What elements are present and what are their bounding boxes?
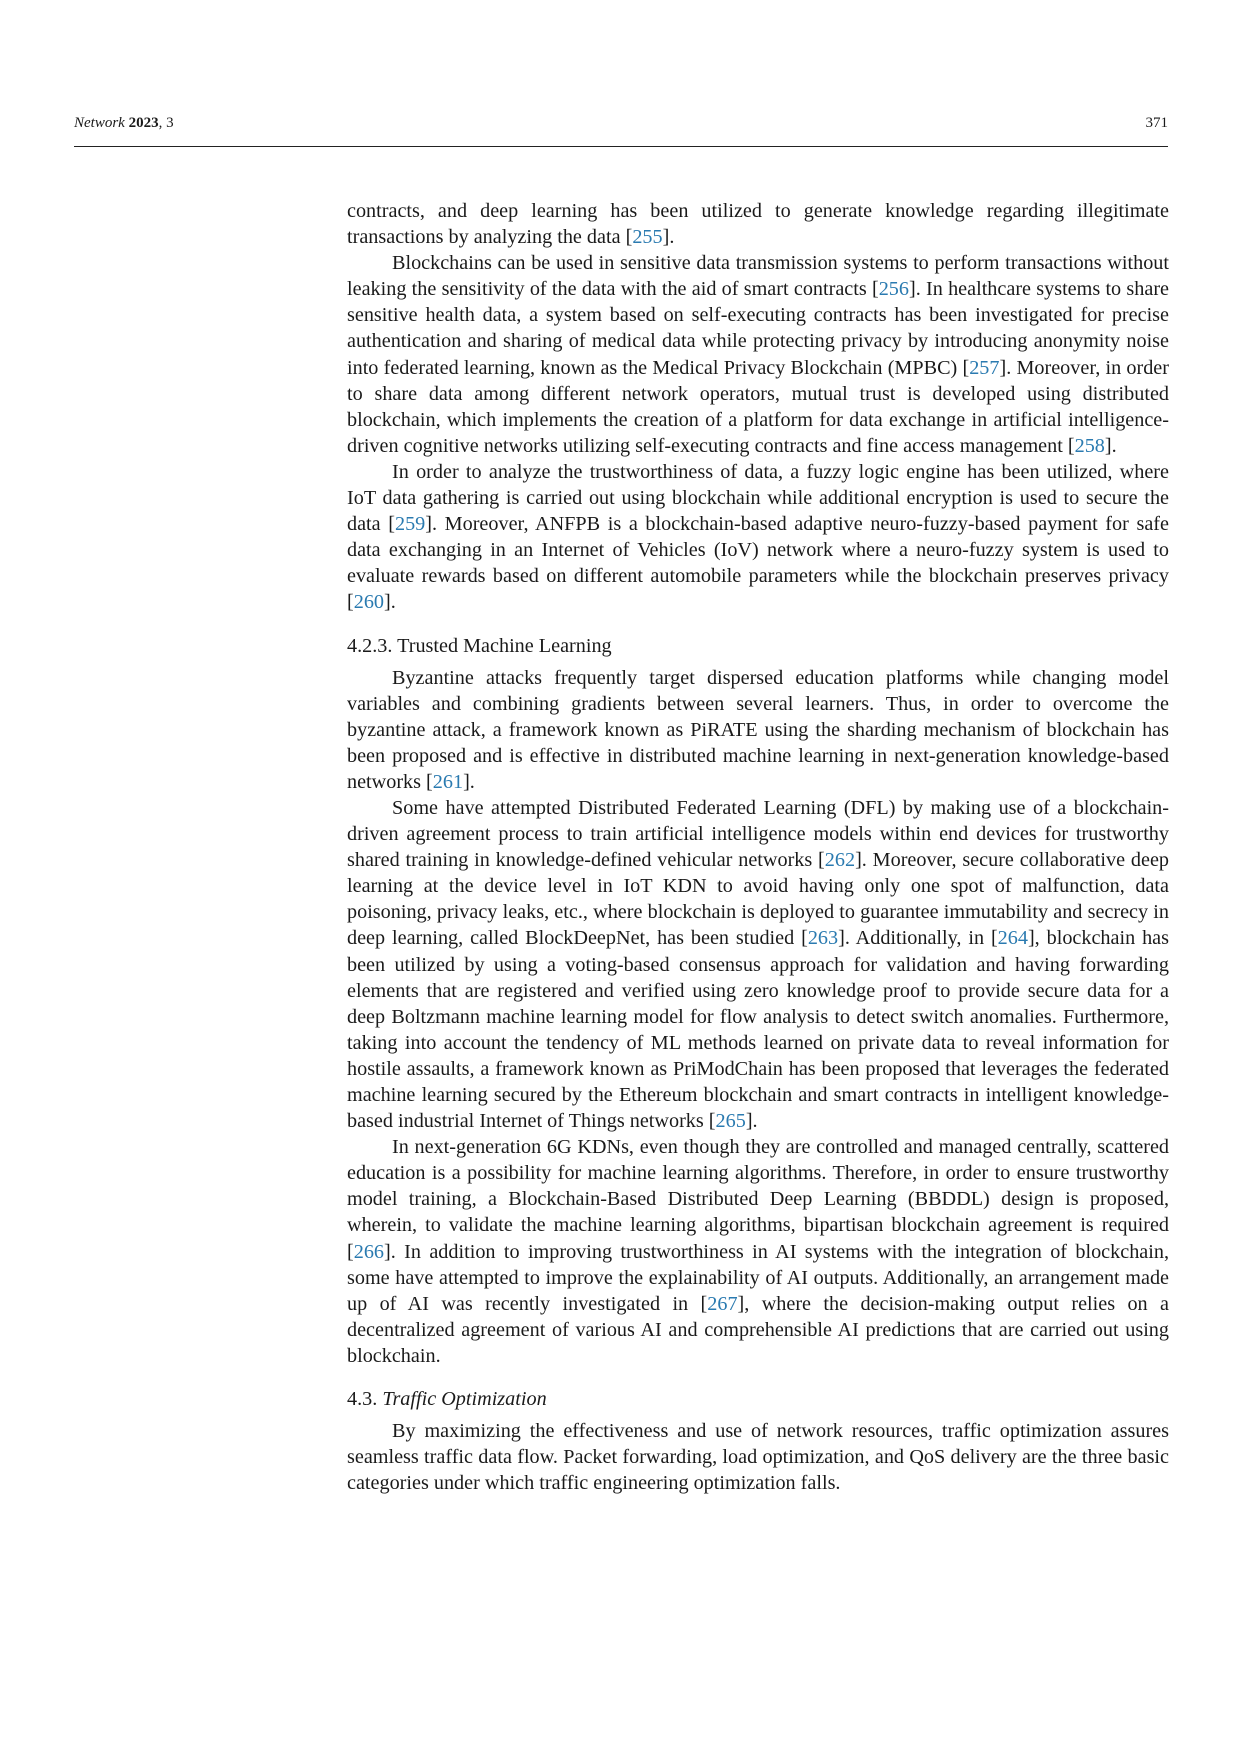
text: ]. Moreover, in order to share data among different network operators, mutual trust is developed using distributed blockchain, which implements the creation of a platform for data exchange in artificial intelligence-driven cognitive networks utilizing self-executing contracts and fine access management [ [347,356,1169,457]
text: ]. In healthcare systems to share sensitive health data, a system based on self-executing contracts has been investigated for precise authentication and sharing of medical data while protecting privacy by introducing anonymity noise into federated learning, known as the Medical Privacy Blockchain (MPBC) [ [347,278,1169,379]
text: Byzantine attacks frequently target dispersed education platforms while changing model variables and combining gradients between several learners. Thus, in order to overcome the byzantine attack, a framework known as PiRATE using the sharding mechanism of blockchain has been proposed and is effective in distributed machine learning in next-generation knowledge-based networks [ [347,666,1169,793]
citation-link[interactable]: 260 [353,591,385,614]
citation-link[interactable]: 262 [824,849,856,872]
paragraph [347,459,1169,616]
text: Some have attempted Distributed Federated Learning (DFL) by making use of a blockchain-driven agreement process to train artificial intelligence models within end devices for trustworthy shared training in knowledge-defined vehicular networks [ [347,796,1169,872]
article-body [347,198,1169,1496]
citation-link[interactable]: 255 [632,226,663,249]
citation-link[interactable]: 263 [807,927,839,950]
citation-link[interactable]: 259 [394,513,426,536]
text: ]. In addition to improving trustworthiness in AI systems with the integration of blockchain, some have attempted to improve the explainability of AI outputs. Additionally, an arrangement made up of AI was recently investigated in [ [347,1240,1169,1315]
text: In order to analyze the trustworthiness of data, a fuzzy logic engine has been utilized, where IoT data gathering is carried out using blockchain while additional encryption is used to secure the data [ [347,460,1169,536]
text: ]. Additionally, in [ [838,927,998,950]
citation-link[interactable]: 261 [432,770,464,793]
citation-link[interactable]: 257 [969,356,1000,379]
text: ]. [745,1110,758,1133]
journal-volume: , 3 [158,115,174,131]
text: In next-generation 6G KDNs, even though they are controlled and managed centrally, scattered education is a possibility for machine learning algorithms. Therefore, in order to ensure trustworthy model training, a Blockchain-Based Distributed Deep Learning (BBDDL) design is proposed, wherein, to validate the machine learning algorithms, bipartisan blockchain agreement is required [ [347,1136,1169,1263]
header-divider [74,146,1168,147]
citation-link[interactable]: 258 [1074,434,1105,457]
text: ]. Moreover, secure collaborative deep learning at the device level in IoT KDN to avoid having only one spot of malfunction, data poisoning, privacy leaks, etc., where blockchain is deployed to guarantee immutability and secrecy in deep learning, called BlockDeepNet, has been studied [ [347,849,1170,950]
paragraph [347,1418,1169,1496]
text: ]. [463,770,475,793]
journal-year: 2023 [128,115,159,131]
text: ], blockchain has been utilized by using a voting-based consensus approach for validation and having forwarding elements that are registered and verified using zero knowledge proof to provide secure data for a deep Boltzmann machine learning model for flow analysis to detect switch anomalies. Furthermore, taking into account the tendency of ML methods learned on private data to reveal information for hostile assaults, a framework known as PriModChain has been proposed that leverages the federated machine learning secured by the Ethereum blockchain and smart contracts in intelligent knowledge-based industrial Internet of Things networks [ [347,927,1169,1133]
citation-link[interactable]: 267 [707,1292,738,1315]
journal-name: Network [74,115,125,131]
subsection-heading: 4.2.3. Trusted Machine Learning [347,634,612,657]
text: By maximizing the effectiveness and use of network resources, traffic optimization assures seamless traffic data flow. Packet forwarding, load optimization, and QoS delivery are the three basic categories under which traffic engineering optimization falls. [347,1420,1169,1495]
text: contracts, and deep learning has been utilized to generate knowledge regarding illegitimate transactions by analyzing the data [ [347,200,1169,249]
paragraph [347,198,1169,250]
citation-link[interactable]: 266 [353,1240,385,1263]
text: ]. [1104,434,1117,457]
paragraph [347,795,1169,1134]
paragraph [347,665,1169,795]
section-number: 4.3. [347,1388,383,1411]
paragraph [347,250,1169,459]
text: Blockchains can be used in sensitive data transmission systems to perform transactions without leaking the sensitivity of the data with the aid of smart contracts [ [347,252,1169,301]
citation-link[interactable]: 264 [997,927,1028,950]
journal-citation [74,115,174,132]
citation-link[interactable]: 265 [715,1110,746,1133]
text: ], where the decision-making output relies on a decentralized agreement of various AI and comprehensible AI predictions that are carried out using blockchain. [347,1292,1169,1367]
text: ]. [662,226,675,249]
section-title: Traffic Optimization [382,1388,547,1411]
paragraph [347,1134,1169,1369]
running-header [74,115,1168,139]
citation-link[interactable]: 256 [878,278,909,301]
page-number: 371 [1145,115,1168,131]
section-heading [347,1386,1169,1412]
text: ]. [384,591,396,614]
text: ]. Moreover, ANFPB is a blockchain-based adaptive neuro-fuzzy-based payment for safe data exchanging in an Internet of Vehicles (IoV) network where a neuro-fuzzy system is used to evaluate rewards based on different automobile parameters while the blockchain preserves privacy [ [347,513,1169,614]
